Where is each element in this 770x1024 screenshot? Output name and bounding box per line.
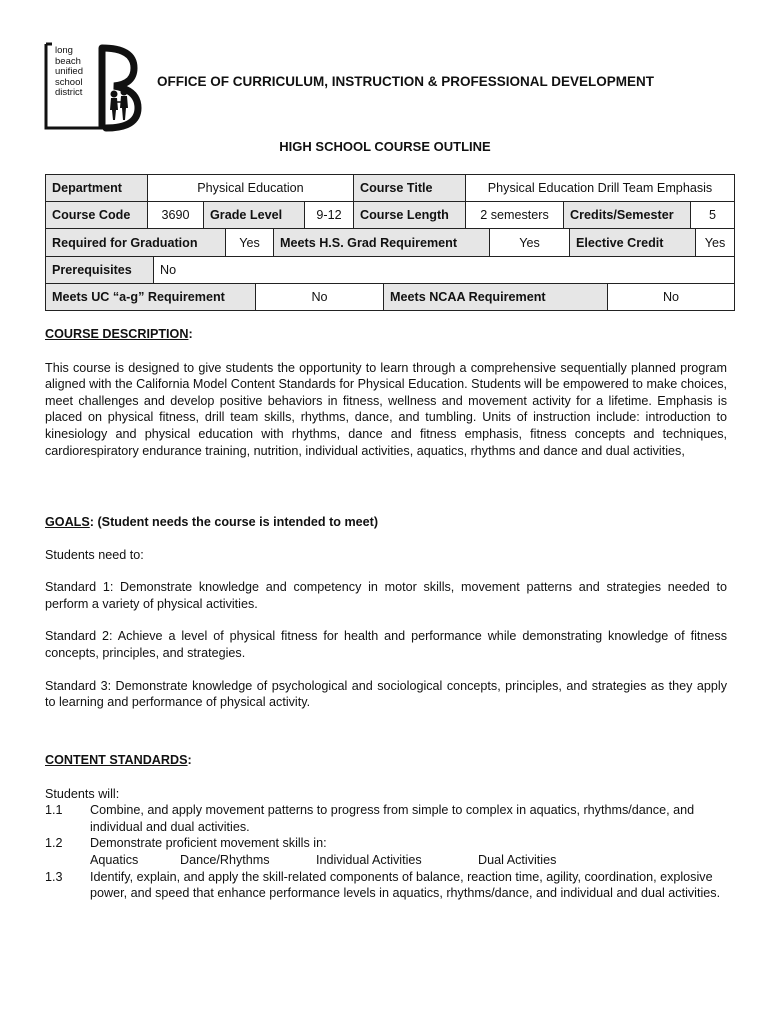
course-length-label: Course Length [354,202,466,228]
ncaa-label: Meets NCAA Requirement [384,284,608,310]
table-row [46,175,734,202]
goals-intro: Students need to: [45,547,144,562]
list-item [45,802,735,835]
goal-standard: Standard 1: Demonstrate knowledge and competency in motor skills, movement patterns and strategies needed to perform a variety of physical activities. [45,580,727,611]
content-standards-heading: CONTENT STANDARDS: [45,753,192,767]
goal-standard: Standard 2: Achieve a level of physical fitness for health and performance while demonstrating knowledge of fitness concepts, principles, and strategies. [45,629,727,660]
activity-item: Dance/Rhythms [180,852,270,867]
goals-section [45,514,727,711]
table-row [46,229,734,257]
list-item [45,835,735,868]
required-label: Required for Graduation [46,229,226,256]
course-description-text: This course is designed to give students the opportunity to learn through a comprehensive sequentially planned program aligned with the California Model Content Standards for Physical Education. Students will be empowered to make choices, meet challenges and develop positive behaviors in fitness, wellness and movement activity for a lifetime. Emphasis is placed on physical fitness, drill team skills, rhythms, dance, and tumbling. Units of instruction include: introduction to kinesiology and physical education with rhythms, dance and fitness emphasis, fitness concepts and techniques, cardiorespiratory endurance training, nutrition, individual activities, aquatics, rhythms and dance and dual activities, [45,360,727,458]
goal-standard: Standard 3: Demonstrate knowledge of psychological and sociological concepts, principles, and strategies as they apply to learning and performance of physical activity. [45,678,727,710]
children-icon [110,89,128,121]
course-description-section [45,326,727,459]
activity-item: Individual Activities [316,852,422,867]
activity-item: Dual Activities [478,852,557,867]
list-item-number: 1.1 [45,803,63,818]
uc-value: No [256,284,384,310]
elective-value: Yes [704,235,726,250]
uc-label: Meets UC “a-g” Requirement [46,284,256,310]
department-value: Physical Education [148,175,354,201]
credits-label: Credits/Semester [564,202,691,228]
course-description-heading: COURSE DESCRIPTION: [45,327,193,341]
course-code-value: 3690 [148,202,204,228]
department-label: Department [46,175,148,201]
prereq-value: No [160,263,177,277]
office-title: OFFICE OF CURRICULUM, INSTRUCTION & PROFESSIONAL DEVELOPMENT [157,74,655,89]
activity-item: Aquatics [90,852,139,867]
prereq-label: Prerequisites [46,257,154,283]
meets-grad-value: Yes [490,229,570,256]
logo-text: long beach unified school district [55,45,83,99]
elective-label: Elective Credit [570,229,696,256]
course-title-value: Physical Education Drill Team Emphasis [487,181,713,195]
meets-grad-label: Meets H.S. Grad Requirement [274,229,490,256]
course-info-table [45,174,735,311]
table-row [46,202,734,229]
ncaa-value: No [662,290,680,304]
activity-list [90,852,735,869]
content-standards-section [45,752,735,902]
list-item-text: Demonstrate proficient movement skills in: Aquatics Dance/Rhythms Individual Activities Dual Activities [90,835,735,868]
list-item-text: Combine, and apply movement patterns to progress from simple to complex in aquatics, rhythms/dance, and individual and dual activities. [90,803,695,834]
list-item [45,869,735,902]
required-value: Yes [226,229,274,256]
grade-level-label: Grade Level [204,202,305,228]
outline-title: HIGH SCHOOL COURSE OUTLINE [279,139,491,154]
course-code-label: Course Code [46,202,148,228]
content-standards-intro: Students will: [45,786,120,801]
credits-value: 5 [708,208,716,222]
table-row [46,257,734,284]
course-length-value: 2 semesters [466,202,564,228]
list-item-number: 1.2 [45,836,63,851]
list-item-number: 1.3 [45,869,63,884]
goals-heading: GOALS: (Student needs the course is intended to meet) [45,515,379,529]
grade-level-value: 9-12 [305,202,354,228]
course-title-label: Course Title [354,175,466,201]
table-row [46,284,734,310]
list-item-text: Identify, explain, and apply the skill-related components of balance, reaction time, agility, coordination, explosive power, and speed that enhance performance levels in aquatics, rhythms/dance, and individual and dual activities. [90,869,721,901]
